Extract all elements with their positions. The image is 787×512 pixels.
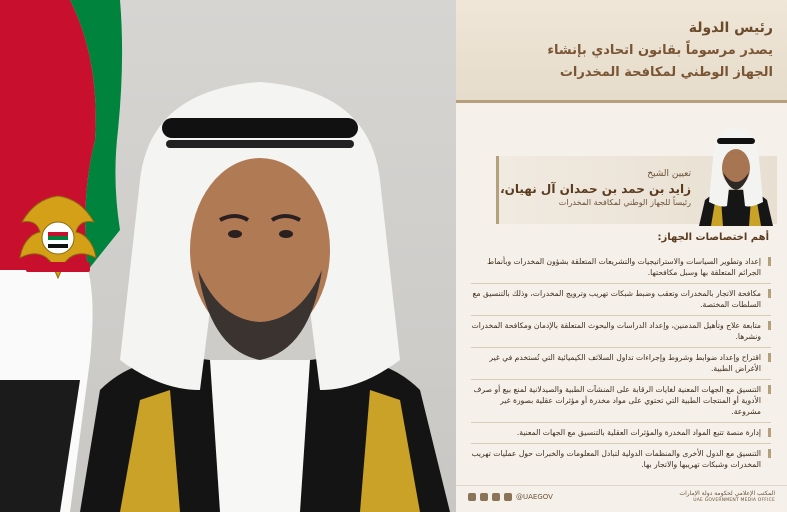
task-item: اقتراح وإعداد ضوابط وشروط وإجراءات تداول السلائف الكيميائية التي تُستخدم في غير الأغراض الطبية. [471,348,771,380]
task-item: التنسيق مع الجهات المعنية لغايات الرقابة على المنشآت الطبية والصيدلانية لمنع بيع أو صرف الأدوية أو المنتجات الطبية التي تحتوي على مواد مخدرة أو مؤثرات عقلية بصورة غير مشروعة. [471,380,771,423]
headline-line-1: رئيس الدولة [688,20,773,36]
task-item: إدارة منصة تتبع المواد المخدرة والمؤثرات العقلية بالتنسيق مع الجهات المعنية. [471,423,771,444]
task-item: متابعة علاج وتأهيل المدمنين، وإعداد الدراسات والبحوث المتعلقة بالإدمان ومكافحة المخدرات ونشرها. [471,316,771,348]
office-name-en: UAE GOVERNMENT MEDIA OFFICE [693,498,775,503]
instagram-icon[interactable] [480,493,488,501]
appointee-role: رئيساً للجهاز الوطني لمكافحة المخدرات [558,198,691,207]
tasks-title: أهم اختصاصات الجهاز: [657,232,769,243]
x-icon[interactable] [468,493,476,501]
social-handle: @UAEGOV [516,493,553,501]
appointment-text [461,168,691,209]
header-band [456,0,787,103]
footer [456,485,787,512]
leader-portrait [60,60,456,512]
appointee-photo [697,122,775,226]
appointment-label: تعيين الشيخ [647,169,691,179]
office-name-ar: المكتب الإعلامي لحكومة دولة الإمارات [679,490,775,497]
headline [473,16,773,84]
task-item: إعداد وتطوير السياسات والاستراتيجيات والتشريعات المتعلقة بشؤون المخدرات وبأنماط الجرائم المتعلقة بها وسبل مكافحتها. [471,252,771,284]
appointee-name: زايد بن حمد بن حمدان آل نهيان، [500,182,691,196]
media-office-logo [655,490,775,504]
youtube-icon[interactable] [504,493,512,501]
headline-line-3: الجهاز الوطني لمكافحة المخدرات [559,65,773,80]
social-links [468,493,553,501]
tasks-list [471,252,771,475]
task-item: مكافحة الاتجار بالمخدرات وتعقب وضبط شبكات تهريب وترويج المخدرات، وذلك بالتنسيق مع السلطات المختصة. [471,284,771,316]
announcement-panel [456,0,787,512]
facebook-icon[interactable] [492,493,500,501]
task-item: التنسيق مع الدول الأخرى والمنظمات الدولية لتبادل المعلومات والخبرات حول عمليات تهريب المخدرات وشبكات تهريبها والاتجار بها. [471,444,771,475]
headline-line-2: يصدر مرسوماً بقانون اتحادي بإنشاء [547,43,773,58]
